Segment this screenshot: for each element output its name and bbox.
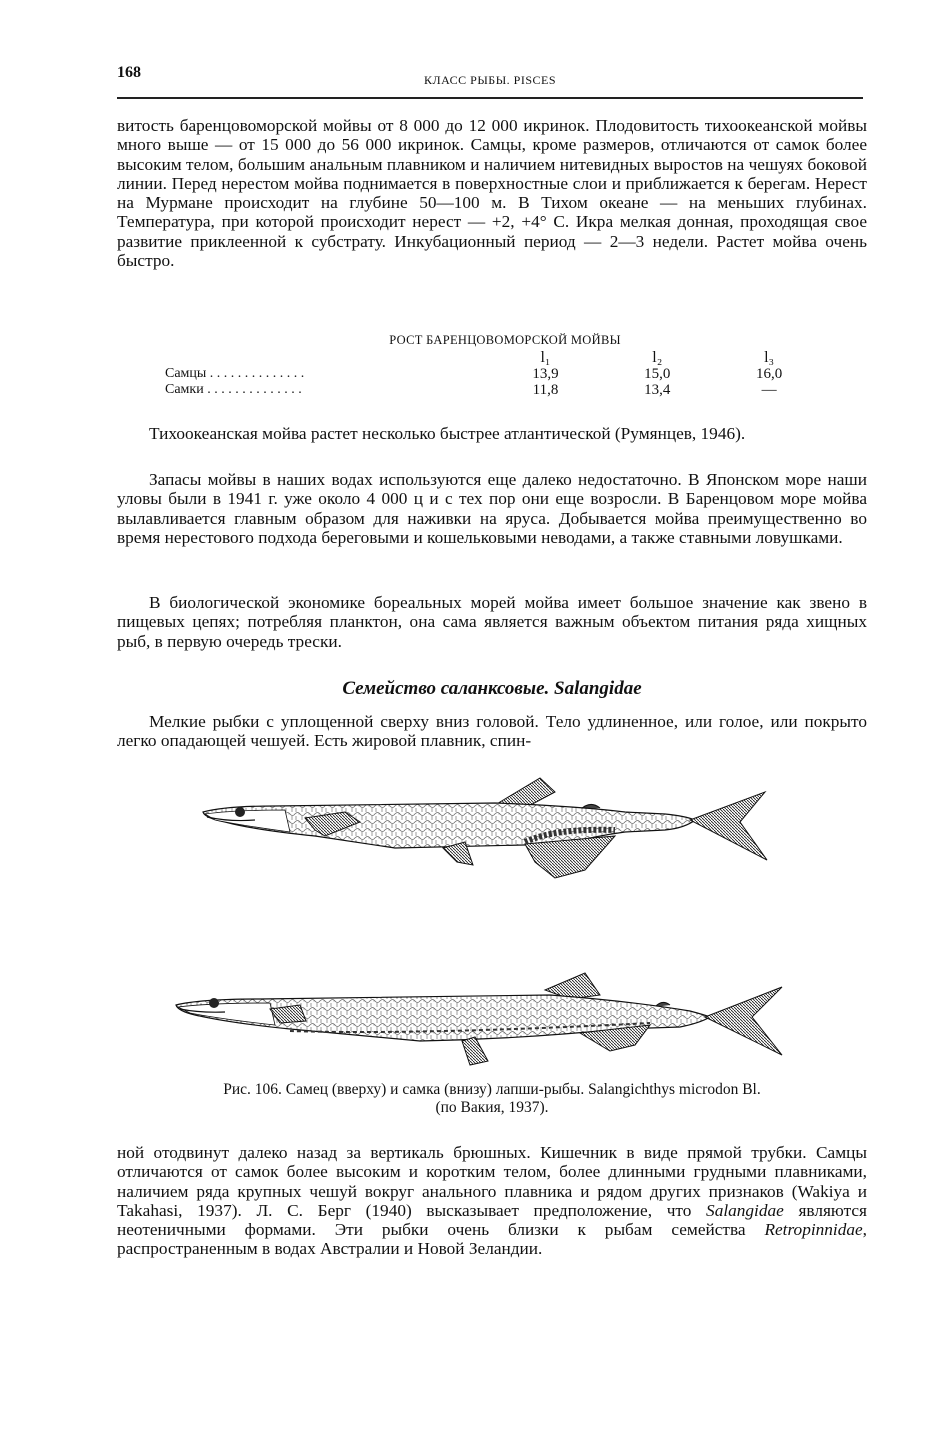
growth-table-cell: 13,9 <box>532 366 559 382</box>
growth-table-row <box>165 382 825 398</box>
paragraph-ecology: В биологической экономике бореальных морей мойва имеет большое значение как звено в пищевых цепях; потребляя планктон, она сама является важным объектом питания ряда хищных рыб, в первую очередь трески. <box>117 593 867 651</box>
growth-table-col-header: l₂ <box>652 349 663 366</box>
female-fish-drawing <box>170 965 790 1070</box>
text-run: ной отодвинут далеко назад за вертикаль брюшных. Кишечник в виде прямой трубки. Самцы отличаются от самок более высоким и коротким телом, более длинными грудными плавниками, наличием ряда крупных чешуй вокруг анального плавника и рядом других признаков (Wakiya и Takahasi, 1937). Л. С. Берг (1940) высказывает предположение, что <box>117 1143 867 1220</box>
fish-illustration-female <box>170 965 790 1070</box>
growth-table-corner <box>165 350 490 366</box>
growth-table-cell: — <box>761 382 777 398</box>
growth-table-cell: 16,0 <box>755 366 783 382</box>
page-number: 168 <box>117 64 141 81</box>
caudal-fin <box>690 792 767 860</box>
growth-table-col-header: l₁ <box>540 349 551 366</box>
growth-table-cell: 11,8 <box>532 382 559 398</box>
male-fish-drawing <box>195 770 775 885</box>
eye <box>235 807 245 817</box>
section-title: Семейство саланксовые. Salangidae <box>342 678 642 699</box>
paragraph-fecundity: витость баренцовоморской мойвы от 8 000 до 12 000 икринок. Плодовитость тихоокеанской мойвы много выше — от 15 000 до 56 000 икринок. Самцы, кроме размеров, отличаются от самок более высоким телом, большим анальным плавником и наличием нитевидных выростов на чешуях боковой линии. Перед нерестом мойва поднимается в поверхностные слои и приближается к берегам. Нерест на Мурмане происходит на глубине 50—100 м. В Тихом океане — на меньших глубинах. Температура, при которой происходит нерест — +2, +4° С. Икра мелкая донная, проходящая свое развитие приклеенной к субстрату. Инкубационный период — 2—3 недели. Растет мойва очень быстро. <box>117 116 867 271</box>
paragraph-salangidae-description <box>117 1143 867 1259</box>
taxon-salangidae: Salangidae <box>706 1200 784 1220</box>
growth-table-row-label: Самцы . . . . . . . . . . . . . . <box>165 366 305 381</box>
ventral-fin <box>462 1037 488 1065</box>
fish-illustration-male <box>195 770 775 885</box>
header-rule <box>117 97 863 99</box>
growth-table-header-row <box>165 350 825 366</box>
caudal-fin <box>705 987 782 1055</box>
paragraph-salangidae-intro: Мелкие рыбки с уплощенной сверху вниз головой. Тело удлиненное, или голое, или покрыто легко опадающей чешуей. Есть жировой плавник, спин- <box>117 712 867 751</box>
eye <box>209 998 219 1008</box>
figure-caption <box>117 1081 867 1117</box>
growth-table-col-header: l₃ <box>764 349 775 366</box>
growth-table-cell: 13,4 <box>644 382 671 398</box>
text-run: , распространенным в водах Австралии и Новой Зеландии. <box>117 1220 867 1259</box>
growth-table <box>165 350 825 398</box>
paragraph-pacific-growth: Тихоокеанская мойва растет несколько быстрее атлантической (Румянцев, 1946). <box>149 424 746 443</box>
paragraph-stocks: Запасы мойвы в наших водах используются еще далеко недостаточно. В Японском море наши уловы были в 1941 г. уже около 4 000 ц и с тех пор они еще возросли. В Баренцовом море мойва вылавливается главным образом для наживки на яруса. Добывается мойва преимущественно во время нерестового подхода береговыми и кошельковыми неводами, а также ставными ловушками. <box>117 470 867 547</box>
growth-table-row <box>165 366 825 382</box>
growth-table-block <box>165 333 825 398</box>
text-run: являются неотеничными формами. Эти рыбки очень близки к рыбам семейства <box>117 1200 867 1240</box>
running-head <box>117 64 863 100</box>
figure-caption-line1: Рис. 106. Самец (вверху) и самка (внизу) лапши-рыбы. Salangichthys microdon Bl. <box>223 1081 761 1098</box>
anal-fin <box>525 836 615 878</box>
taxon-retropinnidae: Retropinnidae <box>764 1220 863 1240</box>
running-head-title: КЛАСС РЫБЫ. PISCES <box>423 73 557 87</box>
growth-table-cell: 15,0 <box>644 366 671 382</box>
figure-caption-line2: (по Вакия, 1937). <box>435 1099 549 1116</box>
growth-table-row-label: Самки . . . . . . . . . . . . . . <box>165 382 302 397</box>
growth-table-title: РОСТ БАРЕНЦОВОМОРСКОЙ МОЙВЫ <box>389 333 621 347</box>
